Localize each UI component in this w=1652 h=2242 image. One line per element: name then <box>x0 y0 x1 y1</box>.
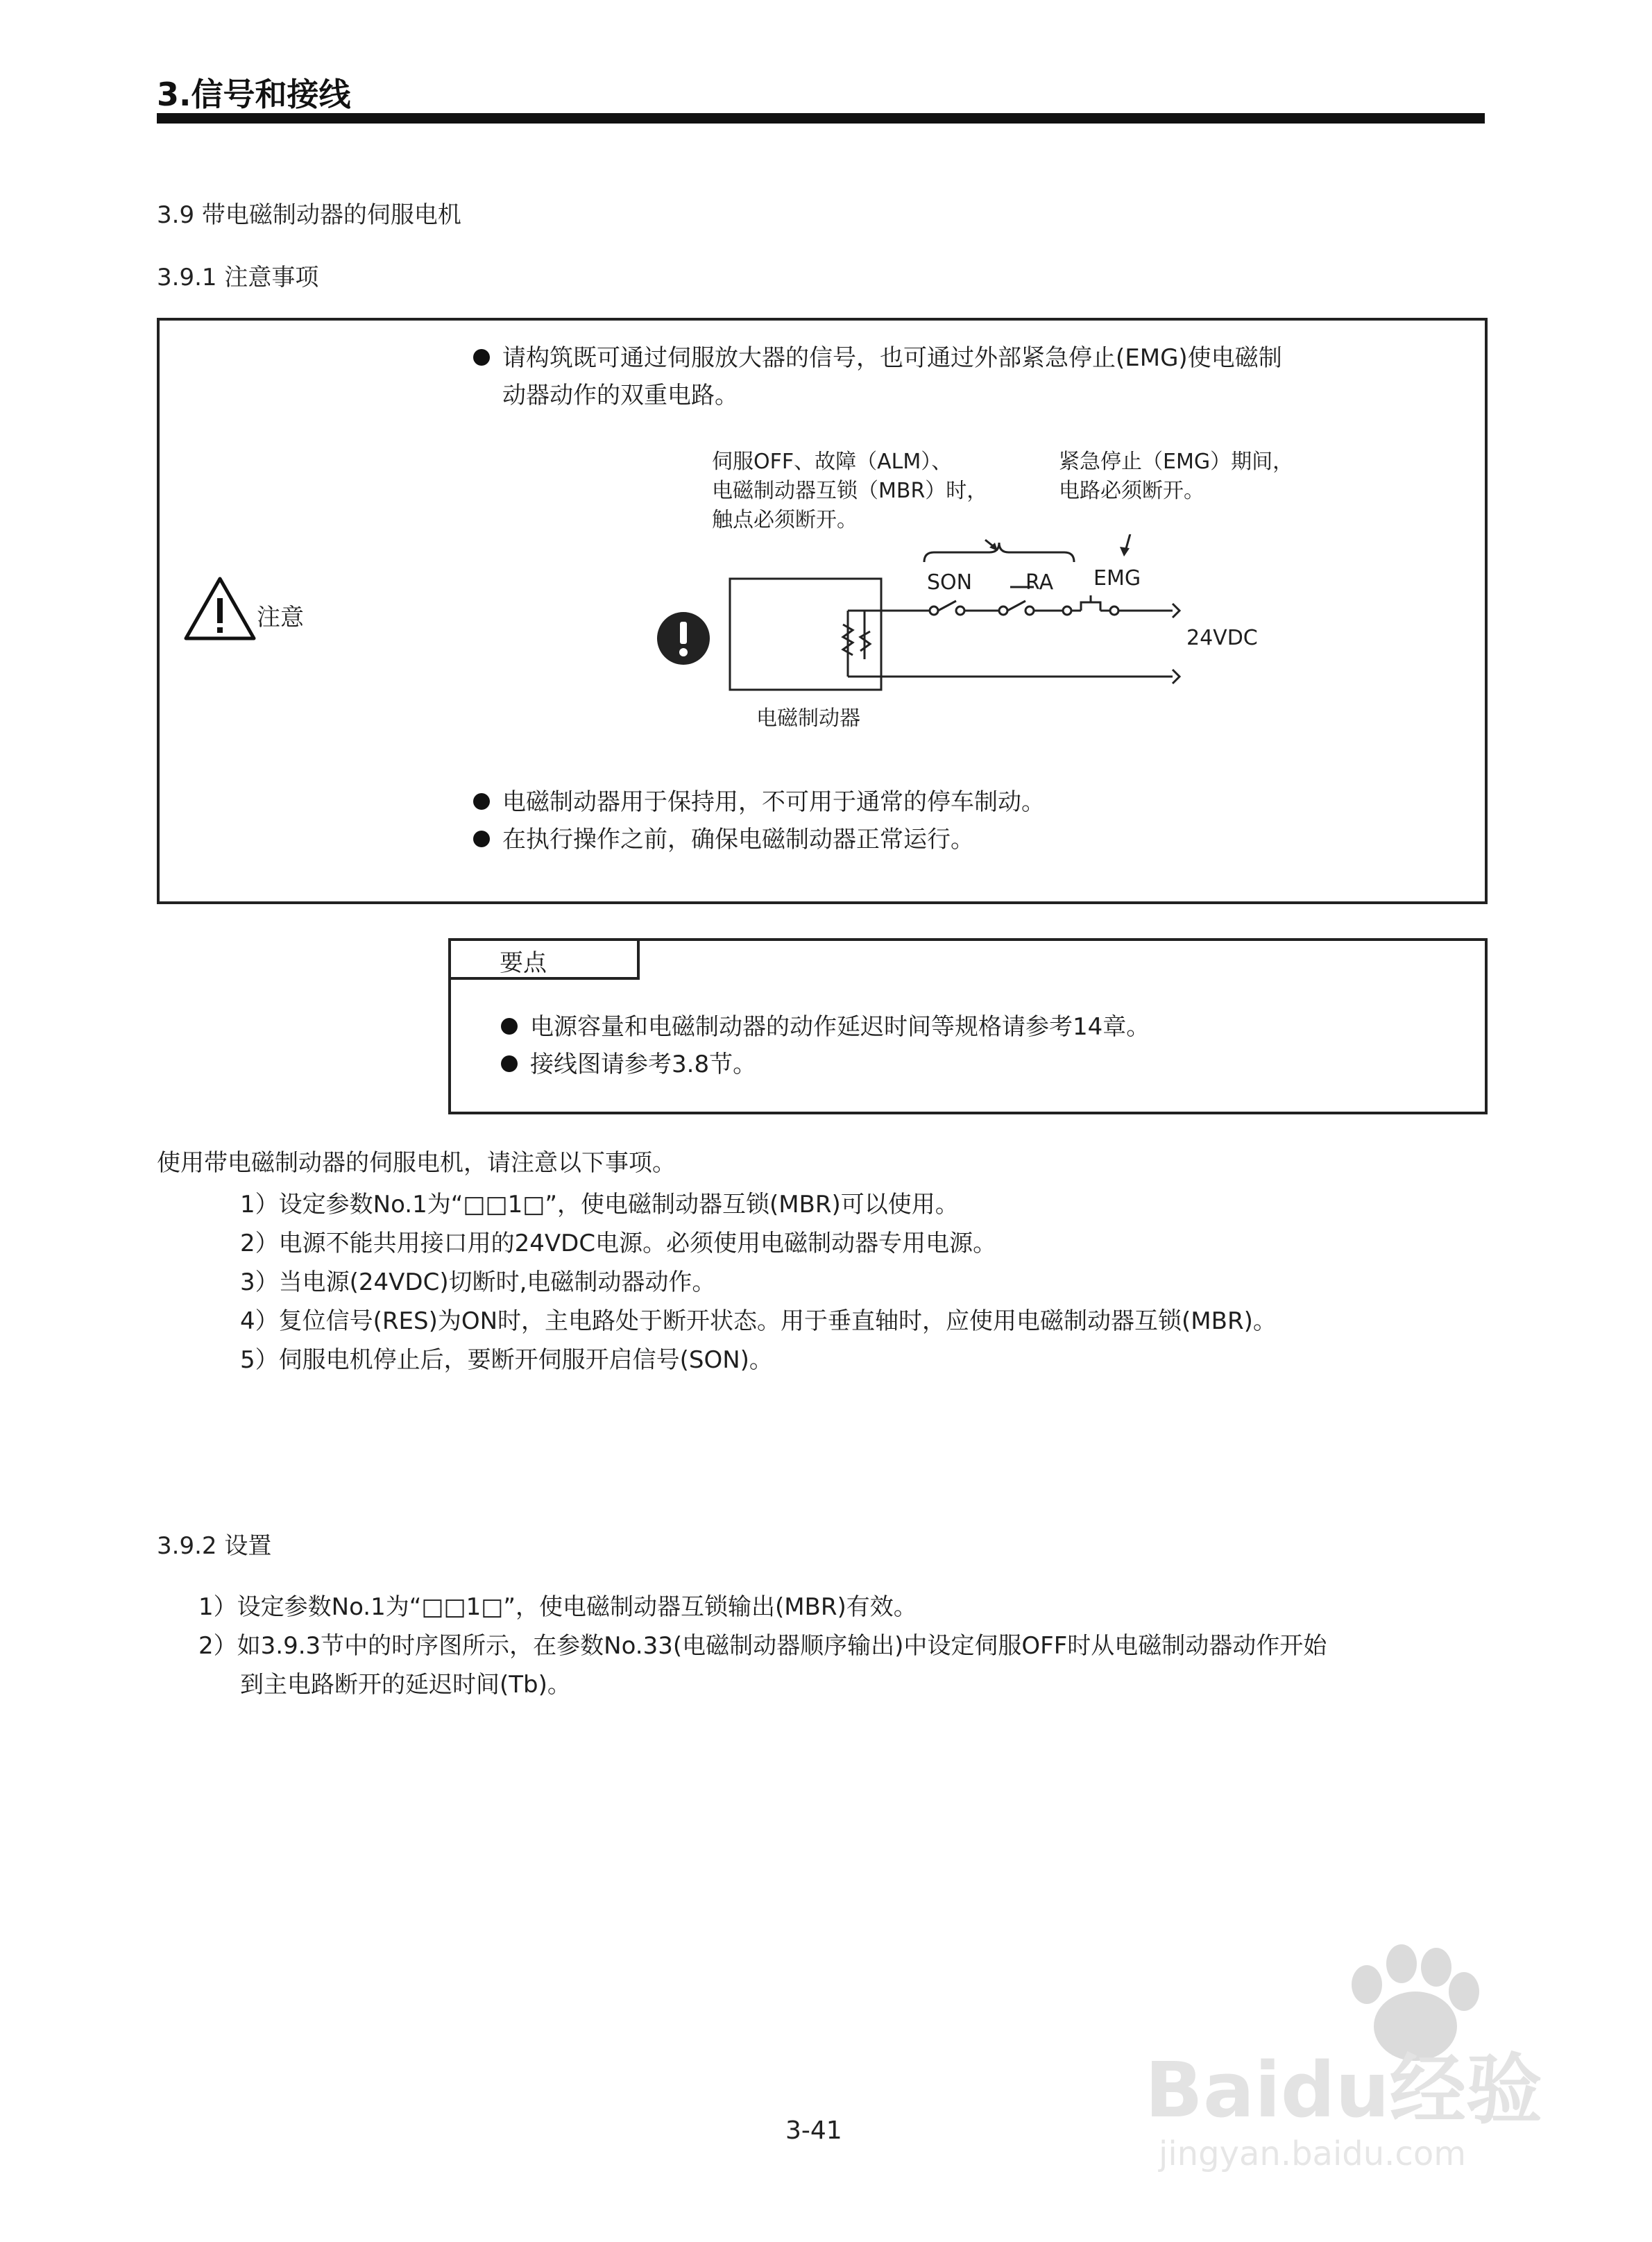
diagram-note-left-3: 触点必须断开。 <box>712 508 858 532</box>
points-bullet-2-text: 接线图请参考3.8节。 <box>530 1051 757 1078</box>
notes-item-1: 1）设定参数No.1为“□□1□”，使电磁制动器互锁(MBR)可以使用。 <box>240 1191 959 1218</box>
diagram-emg-label: EMG <box>1093 566 1141 591</box>
points-bullet-1-text: 电源容量和电磁制动器的动作延迟时间等规格请参考14章。 <box>530 1013 1150 1041</box>
diagram-ra-label: RA <box>1025 570 1054 595</box>
bullet-icon <box>473 349 490 366</box>
caution-bullet-3 <box>473 820 974 854</box>
points-label: 要点 <box>500 949 547 977</box>
settings-item-2: 2）如3.9.3节中的时序图所示，在参数No.33(电磁制动器顺序输出)中设定伺服OFF时从电磁制动器动作开始 <box>198 1632 1327 1660</box>
diagram-son-label: SON <box>927 570 973 595</box>
caution-label: 注意 <box>257 604 304 631</box>
notes-item-5: 5）伺服电机停止后，要断开伺服开启信号(SON)。 <box>240 1346 773 1374</box>
bullet-icon <box>473 831 490 847</box>
caution-bullet-3-text: 在执行操作之前，确保电磁制动器正常运行。 <box>502 826 974 854</box>
notes-item-2: 2）电源不能共用接口用的24VDC电源。必须使用电磁制动器专用电源。 <box>240 1230 997 1257</box>
diagram-note-right-2: 电路必须断开。 <box>1059 479 1204 503</box>
chapter-rule <box>157 113 1485 124</box>
watermark-url: jingyan.baidu.com <box>1159 2134 1466 2172</box>
diagram-brake-label: 电磁制动器 <box>756 706 860 731</box>
caution-bullet-2 <box>473 783 1045 817</box>
bullet-icon <box>501 1018 518 1035</box>
section-heading-3-9: 3.9 带电磁制动器的伺服电机 <box>157 201 461 229</box>
settings-item-1: 1）设定参数No.1为“□□1□”，使电磁制动器互锁输出(MBR)有效。 <box>198 1593 917 1621</box>
bullet-icon <box>501 1055 518 1072</box>
caution-bullet-1-cont: 动器动作的双重电路。 <box>502 382 738 409</box>
settings-item-2-cont: 到主电路断开的延迟时间(Tb)。 <box>240 1671 571 1699</box>
mandatory-exclamation-icon <box>656 611 711 666</box>
section-heading-3-9-2: 3.9.2 设置 <box>157 1532 272 1560</box>
points-bullet-1 <box>501 1008 1150 1042</box>
diagram-note-left-1: 伺服OFF、故障（ALM）、 <box>712 450 953 474</box>
chapter-title: 3.信号和接线 <box>157 76 351 113</box>
caution-bullet-1 <box>473 339 1282 373</box>
warning-triangle-icon <box>182 575 258 644</box>
points-bullet-2 <box>501 1045 756 1079</box>
caution-bullet-2-text: 电磁制动器用于保持用，不可用于通常的停车制动。 <box>502 788 1045 816</box>
notes-item-3: 3）当电源(24VDC)切断时,电磁制动器动作。 <box>240 1268 716 1296</box>
page-number: 3-41 <box>785 2116 842 2145</box>
bullet-icon <box>473 793 490 810</box>
diagram-note-right-1: 紧急停止（EMG）期间， <box>1059 450 1294 474</box>
notes-intro: 使用带电磁制动器的伺服电机，请注意以下事项。 <box>157 1149 676 1177</box>
diagram-supply-label: 24VDC <box>1186 626 1258 650</box>
caution-bullet-1-text: 请构筑既可通过伺服放大器的信号，也可通过外部紧急停止(EMG)使电磁制 <box>502 344 1282 372</box>
baidu-jingyan-watermark <box>1138 1936 1568 2172</box>
diagram-note-left-2: 电磁制动器互锁（MBR）时， <box>712 479 988 503</box>
watermark-text: Baidu经验 <box>1145 2046 1542 2134</box>
notes-item-4: 4）复位信号(RES)为ON时，主电路处于断开状态。用于垂直轴时，应使用电磁制动器互锁(MBR)。 <box>240 1307 1277 1335</box>
section-heading-3-9-1: 3.9.1 注意事项 <box>157 264 319 291</box>
